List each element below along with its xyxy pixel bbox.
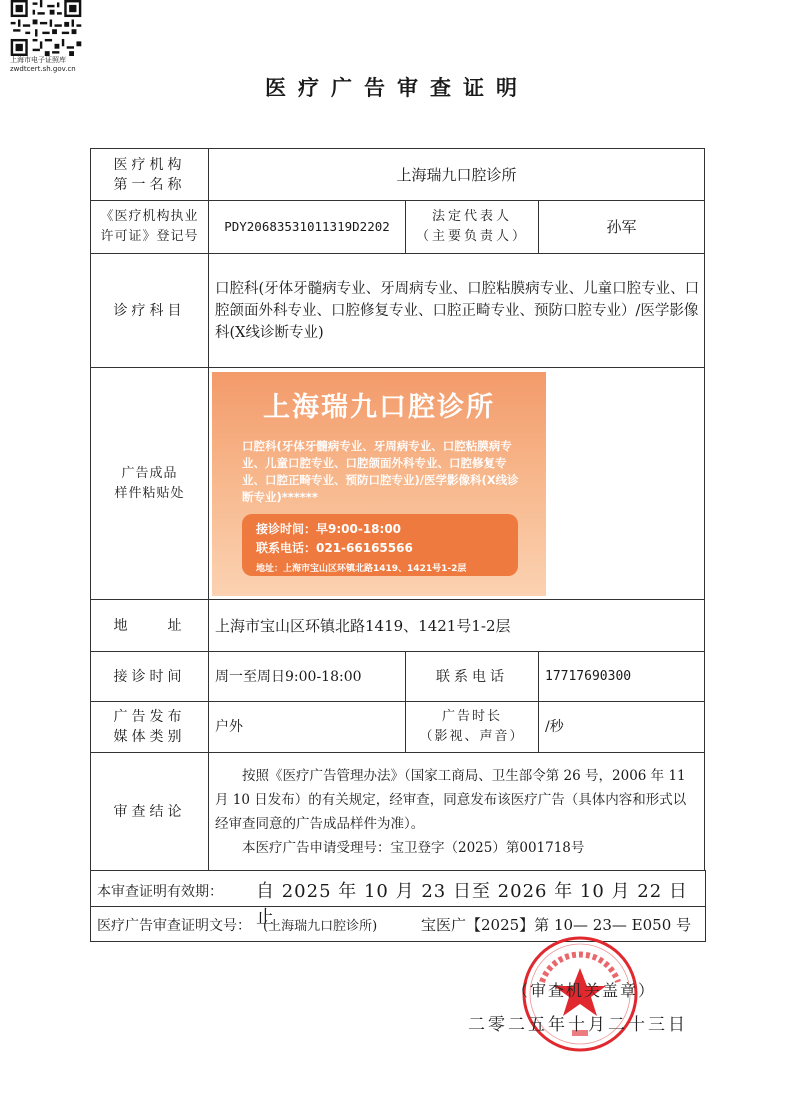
media-value: 户外 [209, 702, 406, 753]
phone-label: 联系电话 [406, 652, 539, 702]
duration-label: 广告时长 （影视、声音） [406, 702, 539, 753]
row-subjects [91, 254, 705, 368]
ad-hours: 接诊时间：早9:00-18:00 [256, 522, 402, 536]
row-media [91, 702, 705, 753]
media-label: 广告发布 媒体类别 [91, 702, 209, 753]
phone-value: 17717690300 [539, 652, 705, 702]
row-conclusion [91, 753, 705, 871]
application-number: 本医疗广告申请受理号：宝卫登字（2025）第001718号 [242, 839, 585, 856]
qr-caption-label: 上海市电子证照库 [10, 56, 66, 64]
conclusion-cell [209, 753, 705, 871]
license-number: PDY20683531011319D2202 [209, 201, 406, 254]
row-address [91, 600, 705, 652]
license-label: 《医疗机构执业 许可证》登记号 [91, 201, 209, 254]
hours-label: 接诊时间 [91, 652, 209, 702]
hours-value: 周一至周日9:00-18:00 [209, 652, 406, 702]
ad-phone: 联系电话：021-66165566 [256, 541, 413, 555]
doc-number-value: 宝医广【2025】第 10— 23— E050 号 [421, 916, 692, 934]
qr-code-image [10, 0, 82, 56]
row-ad-sample [91, 368, 705, 600]
duration-value: /秒 [539, 702, 705, 753]
row-org-name [91, 149, 705, 201]
ad-sample-cell [209, 368, 705, 600]
review-form-table [90, 148, 705, 871]
seal-caption: （审查机关盖章） [512, 981, 657, 1000]
ad-address: 地址：上海市宝山区环镇北路1419、1421号1-2层 [256, 564, 467, 574]
address-value: 上海市宝山区环镇北路1419、1421号1-2层 [209, 600, 705, 652]
validity-value: 自 2025 年 10 月 23 日至 2026 年 10 月 22 日止 [256, 881, 688, 928]
doc-number-label: 医疗广告审查证明文号： [97, 918, 251, 934]
ad-sample-image [212, 372, 546, 596]
validity-label: 本审查证明有效期： [97, 884, 223, 900]
ad-sample-label: 广告成品 样件粘贴处 [91, 368, 209, 600]
signature-date: 二零二五年十月二十三日 [468, 1015, 688, 1035]
ad-body: 口腔科(牙体牙髓病专业、牙周病专业、口腔粘膜病专业、儿童口腔专业、口腔颌面外科专业、口腔修复专业、口腔正畸专业、预防口腔专业)/医学影像科(X线诊断专业)****** [242, 439, 519, 504]
row-license [91, 201, 705, 254]
subjects-value: 口腔科(牙体牙髓病专业、牙周病专业、口腔粘膜病专业、儿童口腔专业、口腔颌面外科专业、口腔修复专业、口腔正畸专业、预防口腔专业）/医学影像科(X线诊断专业) [209, 254, 705, 368]
org-name-value: 上海瑞九口腔诊所 [209, 149, 705, 201]
legal-rep-value: 孙军 [539, 201, 705, 254]
subjects-label: 诊疗科目 [91, 254, 209, 368]
address-label: 地 址 [91, 600, 209, 652]
org-name-label: 医疗机构 第一名称 [91, 149, 209, 201]
legal-rep-label: 法定代表人 （主要负责人） [406, 201, 539, 254]
conclusion-label: 审查结论 [91, 753, 209, 871]
conclusion-text: 按照《医疗广告管理办法》（国家工商局、卫生部令第 26 号，2006 年 11 月 10 日发布）的有关规定，经审查，同意发布该医疗广告（具体内容和形式以经审查同意的广告成品样件为准）。 [215, 767, 687, 832]
document-title: 医疗广告审查证明 [265, 75, 529, 100]
qr-caption-url: zwdtcert.sh.gov.cn [10, 65, 76, 73]
doc-number-org: (上海瑞九口腔诊所) [263, 919, 378, 934]
row-hours [91, 652, 705, 702]
ad-contact-box [242, 514, 518, 576]
ad-title: 上海瑞九口腔诊所 [263, 392, 495, 423]
